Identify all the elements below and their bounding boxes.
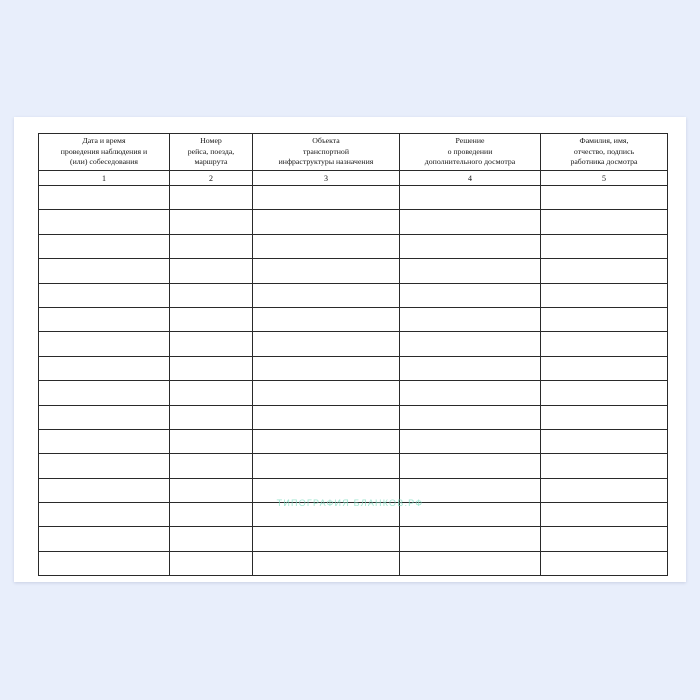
column-header-1-line-2: проведения наблюдения и: [60, 146, 148, 156]
cell-2[interactable]: [170, 186, 253, 210]
column-header-5-line-2: отчество, подпись: [573, 146, 635, 156]
column-header-2: [170, 134, 253, 171]
table-row[interactable]: [39, 283, 668, 307]
column-number-2: 2: [170, 171, 253, 186]
cell-1[interactable]: [39, 429, 170, 453]
cell-4[interactable]: [400, 478, 541, 502]
column-header-1-line-3: (или) собеседования: [69, 157, 138, 167]
table-row[interactable]: [39, 259, 668, 283]
column-header-4-line-2: о проведении: [447, 146, 493, 156]
cell-4[interactable]: [400, 429, 541, 453]
header-row: [39, 134, 668, 171]
cell-1[interactable]: [39, 186, 170, 210]
cell-3[interactable]: [253, 429, 400, 453]
cell-3[interactable]: [253, 307, 400, 331]
cell-3[interactable]: [253, 405, 400, 429]
cell-2[interactable]: [170, 210, 253, 234]
cell-1[interactable]: [39, 405, 170, 429]
column-number-4: 4: [400, 171, 541, 186]
column-header-1: [39, 134, 170, 171]
cell-2[interactable]: [170, 551, 253, 575]
column-header-3: [253, 134, 400, 171]
table-row[interactable]: [39, 527, 668, 551]
table-header: [39, 134, 668, 171]
cell-2[interactable]: [170, 478, 253, 502]
column-header-4-line-1: Решение: [455, 136, 485, 146]
cell-2[interactable]: [170, 454, 253, 478]
column-header-2-line-3: маршрута: [194, 157, 228, 167]
cell-3[interactable]: [253, 210, 400, 234]
column-header-3-line-1: Объекта: [312, 136, 340, 146]
table-row[interactable]: [39, 234, 668, 258]
cell-5[interactable]: [541, 259, 668, 283]
cell-5[interactable]: [541, 503, 668, 527]
cell-5[interactable]: [541, 210, 668, 234]
cell-1[interactable]: [39, 381, 170, 405]
cell-5[interactable]: [541, 381, 668, 405]
cell-3[interactable]: [253, 356, 400, 380]
table-row[interactable]: [39, 210, 668, 234]
table-row[interactable]: [39, 429, 668, 453]
column-number-5: 5: [541, 171, 668, 186]
cell-2[interactable]: [170, 259, 253, 283]
column-header-4-line-3: дополнительного досмотра: [424, 157, 516, 167]
cell-4[interactable]: [400, 259, 541, 283]
cell-4[interactable]: [400, 283, 541, 307]
cell-4[interactable]: [400, 381, 541, 405]
column-header-2-line-2: рейса, поезда,: [187, 146, 235, 156]
cell-3[interactable]: [253, 332, 400, 356]
column-header-4: [400, 134, 541, 171]
cell-5[interactable]: [541, 551, 668, 575]
cell-3[interactable]: [253, 551, 400, 575]
cell-5[interactable]: [541, 234, 668, 258]
cell-1[interactable]: [39, 503, 170, 527]
cell-4[interactable]: [400, 332, 541, 356]
cell-4[interactable]: [400, 234, 541, 258]
cell-4[interactable]: [400, 503, 541, 527]
table-row[interactable]: [39, 478, 668, 502]
cell-5[interactable]: [541, 527, 668, 551]
cell-2[interactable]: [170, 405, 253, 429]
cell-5[interactable]: [541, 332, 668, 356]
table-row[interactable]: [39, 405, 668, 429]
cell-2[interactable]: [170, 503, 253, 527]
cell-1[interactable]: [39, 454, 170, 478]
cell-3[interactable]: [253, 503, 400, 527]
cell-3[interactable]: [253, 381, 400, 405]
cell-2[interactable]: [170, 234, 253, 258]
table-row[interactable]: [39, 381, 668, 405]
cell-1[interactable]: [39, 332, 170, 356]
watermark: ТИПОГРАФИЯ БЛАНКОВ.РФ: [276, 498, 424, 508]
cell-3[interactable]: [253, 283, 400, 307]
cell-2[interactable]: [170, 307, 253, 331]
column-header-5: [541, 134, 668, 171]
cell-5[interactable]: [541, 307, 668, 331]
cell-2[interactable]: [170, 283, 253, 307]
cell-3[interactable]: [253, 186, 400, 210]
cell-4[interactable]: [400, 454, 541, 478]
column-header-2-line-1: Номер: [200, 136, 222, 146]
table-row[interactable]: [39, 332, 668, 356]
cell-1[interactable]: [39, 234, 170, 258]
cell-5[interactable]: [541, 454, 668, 478]
cell-1[interactable]: [39, 259, 170, 283]
column-header-1-line-1: Дата и время: [82, 136, 126, 146]
cell-5[interactable]: [541, 405, 668, 429]
register-table: [38, 133, 668, 576]
cell-5[interactable]: [541, 283, 668, 307]
register-sheet: [38, 133, 662, 558]
cell-4[interactable]: [400, 186, 541, 210]
table-row[interactable]: [39, 454, 668, 478]
table-row[interactable]: [39, 551, 668, 575]
column-header-3-line-2: транспортной: [302, 146, 349, 156]
cell-4[interactable]: [400, 210, 541, 234]
cell-5[interactable]: [541, 186, 668, 210]
cell-1[interactable]: [39, 478, 170, 502]
cell-2[interactable]: [170, 381, 253, 405]
column-number-row: [39, 171, 668, 186]
column-header-3-line-3: инфраструктуры назначения: [278, 157, 374, 167]
column-number-1: 1: [39, 171, 170, 186]
cell-3[interactable]: [253, 478, 400, 502]
cell-3[interactable]: [253, 234, 400, 258]
cell-4[interactable]: [400, 405, 541, 429]
table-row[interactable]: [39, 503, 668, 527]
cell-1[interactable]: [39, 307, 170, 331]
cell-5[interactable]: [541, 356, 668, 380]
cell-4[interactable]: [400, 307, 541, 331]
cell-1[interactable]: [39, 210, 170, 234]
cell-4[interactable]: [400, 527, 541, 551]
cell-2[interactable]: [170, 429, 253, 453]
cell-4[interactable]: [400, 356, 541, 380]
cell-1[interactable]: [39, 356, 170, 380]
cell-1[interactable]: [39, 527, 170, 551]
cell-1[interactable]: [39, 283, 170, 307]
column-header-5-line-1: Фамилия, имя,: [579, 136, 629, 146]
cell-2[interactable]: [170, 356, 253, 380]
column-number-3: 3: [253, 171, 400, 186]
cell-3[interactable]: [253, 454, 400, 478]
cell-3[interactable]: [253, 259, 400, 283]
cell-1[interactable]: [39, 551, 170, 575]
cell-3[interactable]: [253, 527, 400, 551]
cell-5[interactable]: [541, 478, 668, 502]
table-body: [39, 171, 668, 576]
cell-4[interactable]: [400, 551, 541, 575]
cell-2[interactable]: [170, 332, 253, 356]
column-header-5-line-3: работника досмотра: [570, 157, 638, 167]
cell-5[interactable]: [541, 429, 668, 453]
document-page: [14, 117, 686, 582]
table-row[interactable]: [39, 186, 668, 210]
table-row[interactable]: [39, 356, 668, 380]
cell-2[interactable]: [170, 527, 253, 551]
table-row[interactable]: [39, 307, 668, 331]
